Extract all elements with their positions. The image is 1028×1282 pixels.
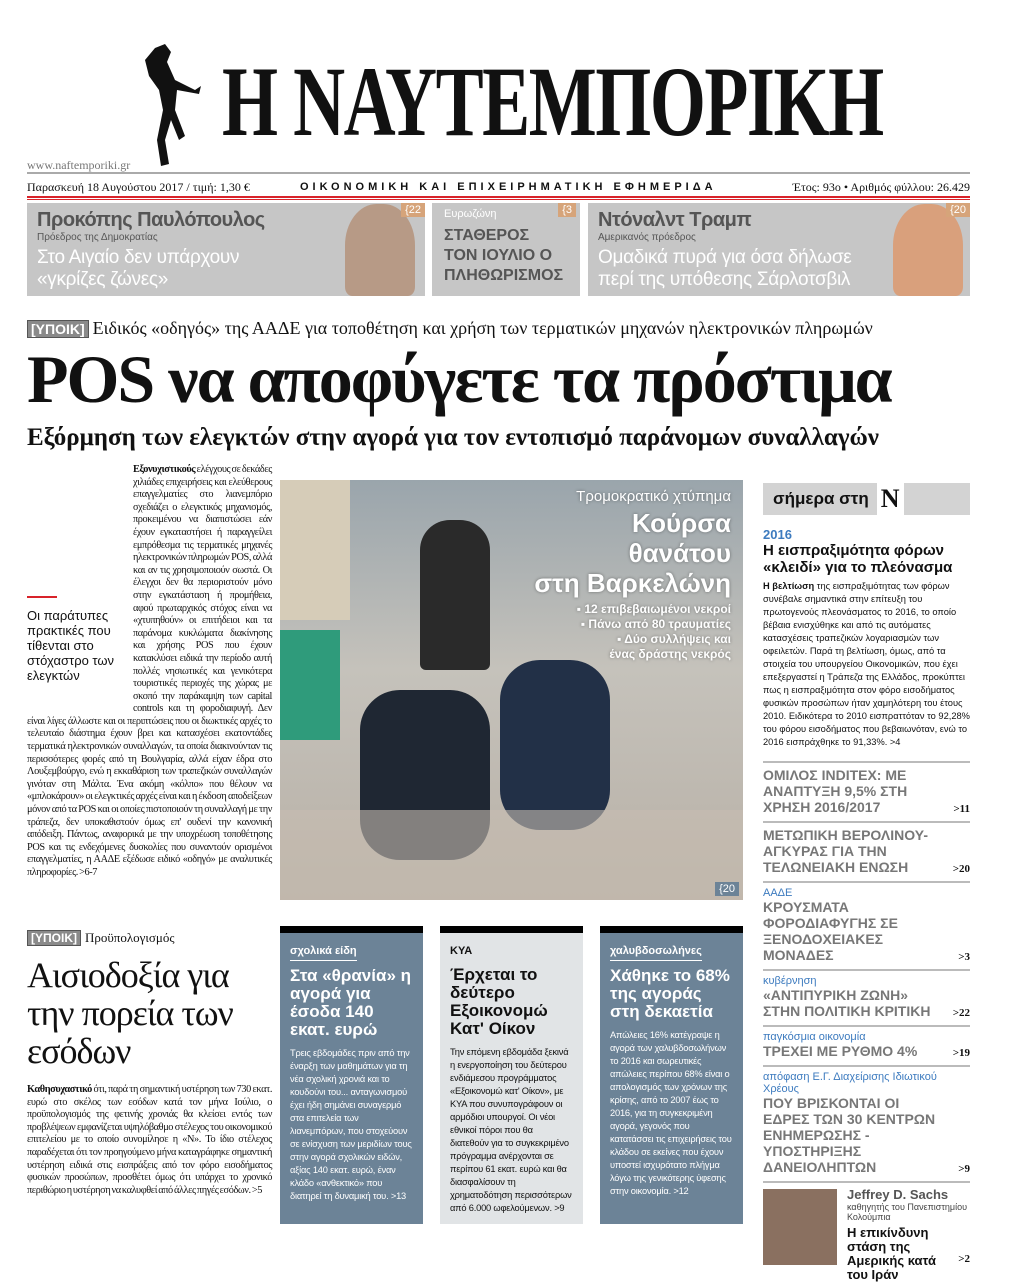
barcelona-photo[interactable] — [280, 480, 743, 900]
brief-item[interactable]: παγκόσμια οικονομία ΤΡΕΧΕΙ ΜΕ ΡΥΘΜΟ 4% >19 — [763, 1025, 970, 1065]
brief-item[interactable]: απόφαση Ε.Γ. Διαχείρισης Ιδιωτικού Χρέους ΠΟΥ ΒΡΙΣΚΟΝΤΑΙ ΟΙ ΕΔΡΕΣ ΤΩΝ 30 ΚΕΝΤΡΩΝ ΕΝΗΜΕΡΩΣΗΣ - ΥΠΟΣΤΗΡΙΞΗΣ ΔΑΝΕΙΟΛΗΠΤΩΝ >9 — [763, 1065, 970, 1181]
brief-item[interactable]: ΟΜΙΛΟΣ INDITEX: ΜΕ ΑΝΑΠΤΥΞΗ 9,5% ΣΤΗ ΧΡΗΣΗ 2016/2017 >11 — [763, 761, 970, 821]
brief-item[interactable]: ΑΑΔΕ ΚΡΟΥΣΜΑΤΑ ΦΟΡΟΔΙΑΦΥΓΗΣ ΣΕ ΞΕΝΟΔΟΧΕΙΑΚΕΣ ΜΟΝΑΔΕΣ >3 — [763, 881, 970, 969]
page-badge: {20 — [946, 203, 970, 217]
feature-title: Η εισπραξιμότητα φόρων «κλειδί» για το πλεόνασμα — [763, 542, 953, 576]
pullquote — [27, 596, 127, 683]
portrait-photo — [893, 204, 963, 296]
briefs-list — [763, 761, 970, 1282]
box-school-supplies[interactable]: σχολικά είδη Στα «θρανία» η αγορά για έσοδα 140 εκατ. ευρώ Τρεις εβδομάδες πριν από την έναρξη των μαθημάτων για τη νέα σχολική χρονιά και το κουδούνι του... ανταγωνισμού έχει ήδη σημάνει συναγερμό στα επιτελεία των λιανεμπόρων, που στοχεύουν σε ενίσχυση των μεριδίων τους στην αγορά σχολικών ειδών, αξίας 140 εκατ. ευρώ, έναν κλάδο «ανθεκτικό» που διατηρεί τη δυναμική του. >13 — [280, 926, 423, 1224]
feature-body: Η βελτίωση της εισπραξιμότητας των φόρων συνέβαλε σημαντικά στην επίτευξη του πρωτογενούς πλεονάσματος το 2016, το οποίο βέβαια ενισχύθηκε και από τις αυτόματες κατασχέσεις τραπεζικών λογαριασμών των οφειλετών. Παρά τη βελτίωση, όμως, από τα στοιχεία του υπουργείου Οικονομικών, που έχει επεξεργαστεί η Τράπεζα της Ελλάδος, προκύπτει πως η εισπραξιμότητα στον φόρο εισοδήματος φυσικών προσώπων ήταν χαμηλότερη του έτους 2010. Ειδικότερα το 2010 εισπραττόταν το 92,28% του φόρου εισοδήματος που βεβαιωνόταν, ενώ το 2016 εισπράχθηκε το 91,33%. >4 — [763, 581, 970, 747]
columnist-photo — [763, 1189, 837, 1265]
box-steel-pipes[interactable]: χαλυβδοσωλήνες Χάθηκε το 68% της αγοράς στη δεκαετία Απώλειες 16% κατέγραψε η αγορά των χαλυβδοσωλήνων το 2016 και σωρευτικές απώλειες περίπου 68% είναι ο απολογισμός των χρόνων της κρίσης, από το 2007 έως το 2016, για τη συγκεκριμένη αγορά, γεγονός που κατατάσσει τις επιχειρήσεις του κλάδου σε εκείνες που έχουν υποστεί ισχυρότατο πλήγμα λόγω της γενικότερης ύφεσης στην οικονομία. >12 — [600, 926, 743, 1224]
lede-bold: Εξονυχιστικούς — [133, 464, 196, 475]
kicker-text: Ειδικός «οδηγός» της ΑΑΔΕ για τοποθέτηση και χρήση των τερματικών μηχανών ηλεκτρονικών πληρωμών — [92, 318, 873, 338]
tagline: ΟΙΚΟΝΟΜΙΚΗ ΚΑΙ ΕΠΙΧΕΙΡΗΜΑΤΙΚΗ ΕΦΗΜΕΡΙΔΑ — [300, 181, 717, 193]
photo-kicker: Τρομοκρατικό χτύπημα — [576, 488, 731, 505]
page-badge: {22 — [401, 203, 425, 217]
hermes-logo — [135, 40, 205, 170]
columnist-name: Jeffrey D. Sachs — [847, 1187, 949, 1202]
feature-article[interactable] — [763, 527, 970, 749]
teaser-text: Ομαδικά πυρά για όσα δήλωσε περί της υπόθεσης Σάρλοτσβιλ — [598, 247, 852, 290]
columnist-title: Η επικίνδυνη στάση της Αμερικής κατά του Ιράν — [847, 1225, 936, 1282]
section-tag: [ΥΠΟΙΚ] — [27, 930, 81, 946]
kicker-text: Προϋπολογισμός — [85, 930, 175, 945]
teaser-name: Προκόπης Παυλόπουλος — [37, 209, 265, 231]
n-logo: N — [877, 483, 904, 515]
photo-bullets: ▪ 12 επιβεβαιωμένοι νεκροί ▪ Πάνω από 80 τραυματίες ▪ Δύο συλλήψεις και ένας δράστης νεκρός — [576, 602, 731, 661]
lead-text: ελέγχους σε δεκάδες χιλιάδες επιχειρήσεις και ελεύθερους επαγγελματίες στο λιανεμπόριο σχεδιάζει ο ελεγκτικός μηχανισμός, προκειμένου να διαπιστώσει εάν έχουν εγκαταστήσει ή παραγγείλει εμπρόθεσμα τις τερματικές μηχανές ηλεκτρονικών πληρωμών POS, αλλά και αν τις χρησιμοποιούν σωστά. Οι έλεγχοι δεν θα περιοριστούν μόνο στην εγκατάσταση ή προμήθεια, αφού πρωταρχικός στόχος είναι να «χτυπηθούν» οι επιτήδειοι και τα παράνομα κυκλώματα διακίνησης και χρήσης POS που έχουν κατακλύσει ειδικά την περίοδο αυτή πολλές νησιωτικές και γενικότερα τουριστικές περιοχές της χώρας με σκοπό την παράκαμψη των capital controls και τη φοροδιαφυγή. Δεν είναι λίγες άλλωστε και οι περιπτώσεις που οι διωκτικές αρχές το τελευταίο διάστημα έχουν βρει και κατασχέσει εκατοντάδες τερματικά ηλεκτρονικών συναλλαγών, τα οποία διακινούνταν τις περισσότερες φορές από τη Βουλγαρία, αλλά είχαν έδρα στο Λουξεμβούργο, ενώ η εκκαθάριση των τραπεζικών συναλλαγών γινόταν στη Μάλτα. Ένα ακόμη «κόλπο» που θέλουν να «μπλοκάρουν» οι ελεγκτικές αρχές είναι και η έκδοση αποδείξεων μόνον από τα POS και οι οποίες πιστοποιούν τη συναλλαγή με την τράπεζα, δεν υποκαθιστούν όμως επ' ουδενί την κανονική απόδειξη. Πάντως, αναφορικά με την υποχρέωση τοποθέτησης POS και τις ενδεχόμενες δυσκολίες που συναντούν ορισμένοι επαγγελματίες, η ΑΑΔΕ εξέδωσε ειδικό «οδηγό» με αναλυτικές πληροφορίες. >6-7 — [27, 464, 272, 878]
feature-year: 2016 — [763, 527, 792, 542]
brief-item[interactable]: κυβέρνηση «ΑΝΤΙΠΥΡΙΚΗ ΖΩΝΗ» ΣΤΗΝ ΠΟΛΙΤΙΚΗ ΚΡΙΤΙΚΗ >22 — [763, 969, 970, 1025]
teaser-role: Αμερικανός πρόεδρος — [598, 232, 696, 243]
teaser-trump[interactable] — [588, 203, 970, 296]
budget-body: Καθησυχαστικό ότι, παρά τη σημαντική υστέρηση των 730 εκατ. ευρώ στο σκέλος των εσόδων κατά τον μήνα Ιούλιο, ο προϋπολογισμός της φετινής χρονιάς θα κλείσει εντός των προβλέψεων εμφανίζεται υψηλόβαθμο στέλεχος του οικονομικού επιτελείου με το οποίο συνομίλησε η «Ν». Το ίδιο στέλεχος παραδέχεται ότι τον προηγούμενο μήνα καταγράφηκε σημαντική υστέρηση ειδικά στις εισπράξεις από τον φόρο εισοδήματος φυσικών προσώπων, προσθέτει όμως ότι υπάρχει το χρονικό περιθώριο η υστέρηση να καλυφθεί από άλλες πηγές εσόδων. >5 — [27, 1084, 272, 1196]
pullquote-text: Οι παράτυπες πρακτικές που τίθενται στο στόχαστρο των ελεγκτών — [27, 608, 115, 683]
date-price: Παρασκευή 18 Αυγούστου 2017 / τιμή: 1,30 € — [27, 180, 250, 194]
teaser-text: ΣΤΑΘΕΡΟΣ ΤΟΝ ΙΟΥΛΙΟ Ο ΠΛΗΘΩΡΙΣΜΟΣ — [444, 227, 564, 284]
teaser-text: Στο Αιγαίο δεν υπάρχουν «γκρίζες ζώνες» — [37, 247, 240, 290]
page-badge: {3 — [558, 203, 576, 217]
teaser-role: Πρόεδρος της Δημοκρατίας — [37, 232, 158, 243]
teaser-eurozone[interactable] — [432, 203, 580, 296]
section-tag: [ΥΠΟΙΚ] — [27, 320, 89, 338]
budget-article[interactable] — [27, 930, 272, 1197]
box-exoikonomo[interactable]: ΚΥΑ Έρχεται το δεύτερο Εξοικονομώ Κατ' Οίκον Την επόμενη εβδομάδα ξεκινά η ενεργοποίηση του δεύτερου ενδιάμεσου προγράμματος «Εξοικονομώ κατ' Οίκον», με ΚΥΑ που συνυπογράφουν οι αρμόδιοι υπουργοί. Οι νέοι εθνικοί πόροι που θα διατεθούν για το συγκεκριμένο πρόγραμμα ανέρχονται σε περίπου 61 εκατ. ευρώ και θα διασφαλίσουν τη χρηματοδότηση περισσότερων από 6.000 ωφελούμενων. >9 — [440, 926, 583, 1224]
masthead-title: Η ΝΑΥΤΕΜΠΟΡΙΚΗ — [222, 46, 883, 157]
issue-info: Έτος: 93ο • Αριθμός φύλλου: 26.429 — [792, 180, 970, 194]
teaser-kicker: Ευρωζώνη — [444, 208, 497, 220]
lead-subhead: Εξόρμηση των ελεγκτών στην αγορά για τον εντοπισμό παράνομων συναλλαγών — [27, 424, 879, 451]
budget-headline: Αισιοδοξία για την πορεία των εσόδων — [27, 955, 233, 1071]
lead-kicker — [27, 318, 873, 339]
today-in-n: σήμερα στη N — [763, 483, 970, 515]
brief-item[interactable]: ΜΕΤΩΠΙΚΗ ΒΕΡΟΛΙΝΟΥ-ΑΓΚΥΡΑΣ ΓΙΑ ΤΗΝ ΤΕΛΩΝΕΙΑΚΗ ΕΝΩΣΗ >20 — [763, 821, 970, 881]
photo-headline: Κούρσα θανάτου στη Βαρκελώνη — [534, 508, 731, 598]
divider — [27, 172, 970, 174]
lead-headline[interactable]: POS να αποφύγετε τα πρόστιμα — [27, 341, 891, 417]
columnist[interactable]: Jeffrey D. Sachs καθηγητής του Πανεπιστημίου Κολούμπια Η επικίνδυνη στάση της Αμερικής κατά του Ιράν >2 — [763, 1181, 970, 1271]
portrait-photo — [345, 204, 415, 296]
page-badge: {20 — [715, 882, 739, 896]
teaser-pavlopoulos[interactable] — [27, 203, 425, 296]
red-divider — [27, 196, 970, 200]
columnist-role: καθηγητής του Πανεπιστημίου Κολούμπια — [847, 1202, 968, 1222]
teaser-name: Ντόναλντ Τραμπ — [598, 209, 752, 231]
right-column — [763, 483, 970, 1282]
site-url[interactable]: www.naftemporiki.gr — [27, 158, 131, 172]
